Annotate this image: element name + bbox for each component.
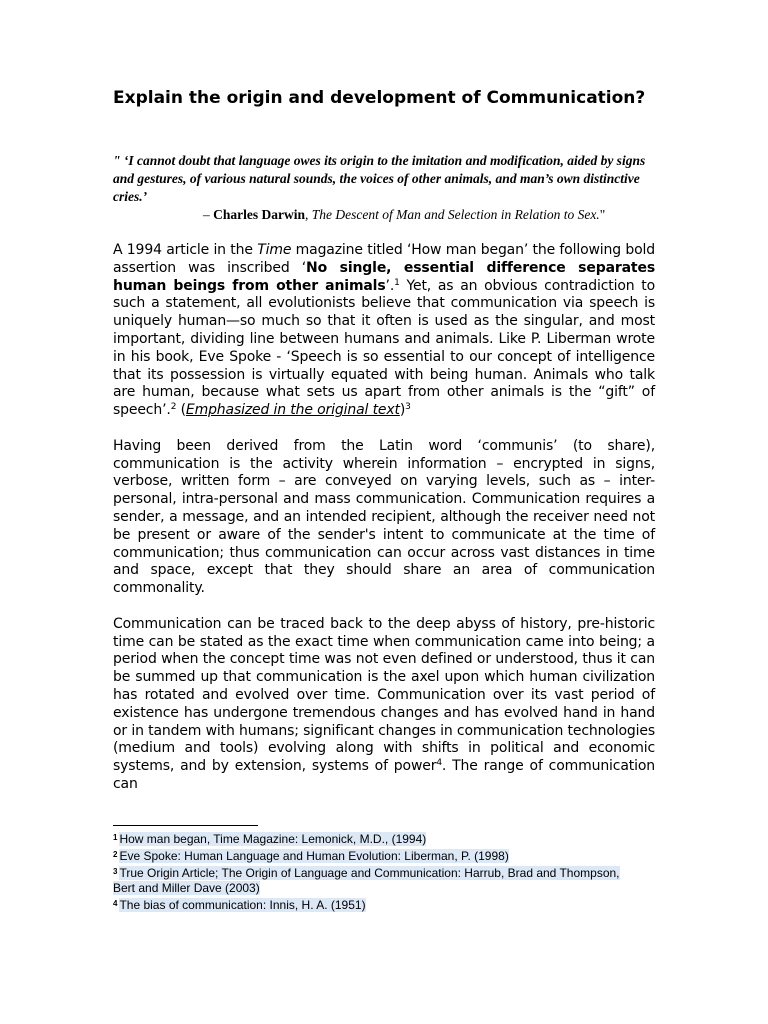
footnote-number: 2 bbox=[113, 850, 118, 859]
footnotes bbox=[113, 830, 643, 913]
quote-work: The Descent of Man and Selection in Relation to Sex. bbox=[311, 207, 600, 222]
footnote-4 bbox=[113, 896, 643, 913]
footnote-number: 1 bbox=[113, 833, 118, 842]
quote-author: Charles Darwin bbox=[213, 207, 305, 222]
footnote-text: The bias of communication: Innis, H. A. (1951) bbox=[119, 898, 366, 912]
quote-open-mark: " bbox=[113, 153, 124, 168]
p1-text-2: magazine titled ‘How man began’ the following bold assertion was inscribed ‘ bbox=[113, 242, 655, 276]
quote-close-mark: " bbox=[599, 207, 606, 222]
footnote-text: True Origin Article; The Origin of Language and Communication: Harrub, Brad and Thompson, Bert and Miller Dave (2003) bbox=[113, 866, 620, 895]
paragraph-1 bbox=[113, 242, 655, 420]
document-page bbox=[113, 88, 655, 812]
p3-text-2: . The range of communication can bbox=[113, 758, 655, 792]
footnote-ref-1[interactable]: 1 bbox=[394, 277, 400, 288]
footnote-3 bbox=[113, 864, 643, 896]
p1-text-4: Yet, as an obvious contradiction to such a statement, all evolutionists believe that communication via speech is uniquely human—so much so that it often is used as the singular, and most important, dividing line between humans and animals. Like P. Liberman wrote in his book, Eve Spoke - ‘Speech is so essential to our concept of intelligence that its possession is virtually equated with being human. Animals who talk are human, because what sets us apart from other animals is the “gift” of speech’. bbox=[113, 277, 655, 419]
p1-emphasis: Emphasized in the original text bbox=[185, 402, 400, 419]
footnote-text: Eve Spoke: Human Language and Human Evolution: Liberman, P. (1998) bbox=[119, 849, 509, 863]
paragraph-2: Having been derived from the Latin word ‘communis’ (to share), communication is the activity wherein information – encrypted in signs, verbose, written form – are conveyed on varying levels, such as – inter-personal, intra-personal and mass communication. Communication requires a sender, a message, and an intended recipient, although the receiver need not be present or aware of the sender's intent to communicate at the time of communication; thus communication can occur across vast distances in time and space, except that they should share an area of communication commonality. bbox=[113, 437, 655, 597]
footnote-ref-4[interactable]: 4 bbox=[436, 758, 442, 769]
p1-magazine: Time bbox=[257, 242, 292, 258]
attribution-separator: , bbox=[305, 207, 312, 222]
footnote-2 bbox=[113, 847, 643, 864]
p1-text-5: ( bbox=[176, 402, 186, 419]
footnote-1 bbox=[113, 830, 643, 847]
p3-text-1: Communication can be traced back to the deep abyss of history, pre-historic time can be stated as the exact time when communication came into being; a period when the concept time was not even defined or understood, thus it can be summed up that communication is the axel upon which human civilization has rotated and evolved over time. Communication over its vast period of existence has undergone tremendous changes and has evolved hand in hand or in tandem with humans; significant changes in communication technologies (medium and tools) evolving along with shifts in political and economic systems, and by extension, systems of power bbox=[113, 615, 655, 775]
p1-text-1: A 1994 article in the bbox=[113, 242, 258, 258]
epigraph-attribution bbox=[203, 206, 655, 224]
p1-bold-assertion: No single, essential difference separates human beings from other animals bbox=[113, 259, 656, 294]
footnote-separator bbox=[113, 825, 258, 826]
quote-text: ‘I cannot doubt that language owes its origin to the imitation and modification, aided by signs and gestures, of various natural sounds, the voices of other animals, and man’s own distinctive cries.’ bbox=[113, 153, 646, 204]
epigraph-quote bbox=[113, 152, 655, 206]
footnote-number: 4 bbox=[113, 899, 118, 908]
attribution-dash: – bbox=[203, 207, 214, 222]
footnote-ref-2[interactable]: 2 bbox=[170, 402, 177, 413]
footnote-number: 3 bbox=[113, 867, 118, 876]
paragraph-3 bbox=[113, 616, 655, 794]
footnote-text: How man began, Time Magazine: Lemonick, M.D., (1994) bbox=[119, 832, 427, 846]
document-title: Explain the origin and development of Communication? bbox=[113, 88, 646, 108]
p1-text-6: ) bbox=[399, 402, 406, 419]
p1-text-3: ’. bbox=[385, 277, 395, 294]
footnote-ref-3[interactable]: 3 bbox=[405, 402, 411, 413]
